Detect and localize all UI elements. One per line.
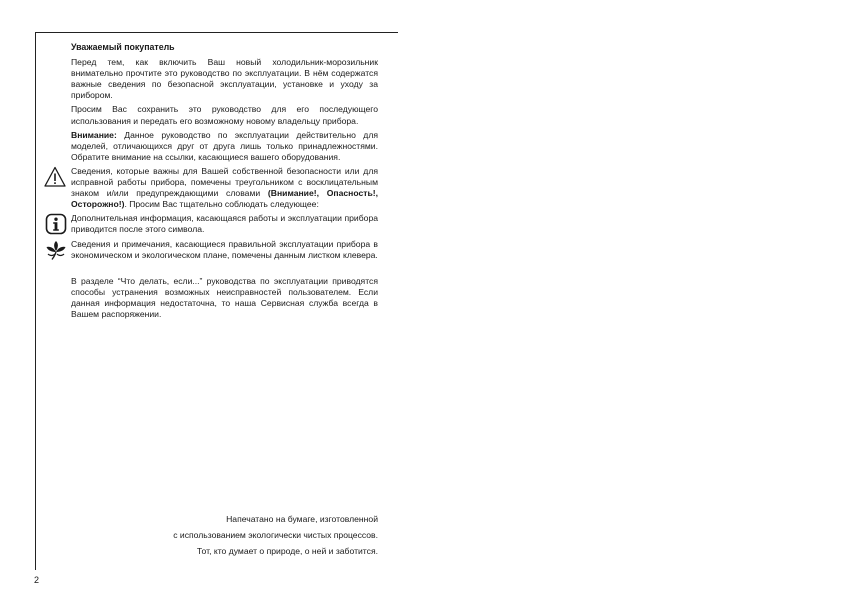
troubleshooting-paragraph: В разделе “Что делать, если...” руководства по эксплуатации приводятся способы устранения возможных неисправностей пользователем. Если данная информация недостаточна, то наша Сервисная служба всегда в Вашем распоряжении. (71, 275, 378, 319)
eco-note (71, 239, 378, 261)
attention-paragraph (71, 130, 378, 163)
safety-text-end: . Просим Вас тщательно соблюдать следующее: (124, 199, 319, 210)
footer-line: Напечатано на бумаге, изготовленной (226, 514, 378, 524)
page-title: Уважаемый покупатель (71, 42, 175, 52)
page-number: 2 (34, 575, 40, 585)
page-content (71, 42, 378, 323)
attention-text: Данное руководство по эксплуатации действительно для моделей, отличающихся друг от друга лишь только принадлежностями. Обратите внимание на ссылки, касающиеся вашего оборудования. (71, 129, 378, 162)
footer-line: Тот, кто думает о природе, о ней и заботится. (196, 546, 378, 556)
safety-text-start: Сведения, которые важны для Вашей собственной безопасности или для исправной работы прибора, помечены треугольником с восклицательным знаком и/или предупреждающими словами (71, 165, 378, 199)
safety-note (71, 166, 378, 210)
safety-paragraph (71, 166, 378, 210)
warning-triangle-icon (44, 166, 66, 188)
keep-manual-paragraph: Просим Вас сохранить это руководство для его последующего использования и передать его возможному новому владельцу прибора. (71, 104, 378, 126)
info-icon (45, 213, 67, 235)
clover-leaf-icon (45, 239, 67, 261)
eco-paragraph: Сведения и примечания, касающиеся правильной эксплуатации прибора в экономическом и экологическом плане, помечены данным листком клевера. (71, 238, 378, 260)
eco-print-footer (71, 511, 378, 559)
intro-paragraph: Перед тем, как включить Ваш новый холодильник-морозильник внимательно прочтите это руководство по эксплуатации. В нём содержатся важные сведения по безопасной эксплуатации, установке и уходу за прибором. (71, 57, 378, 101)
top-rule (35, 32, 398, 33)
safety-warning-words: (Внимание!, Опасность!, Осторожно!) (71, 188, 378, 210)
info-note (71, 213, 378, 235)
attention-label: Внимание: (71, 129, 117, 140)
left-margin-rule (35, 32, 36, 570)
info-paragraph: Дополнительная информация, касающаяся работы и эксплуатации прибора приводится после этого символа. (71, 213, 378, 235)
footer-line: с использованием экологически чистых процессов. (173, 530, 378, 540)
